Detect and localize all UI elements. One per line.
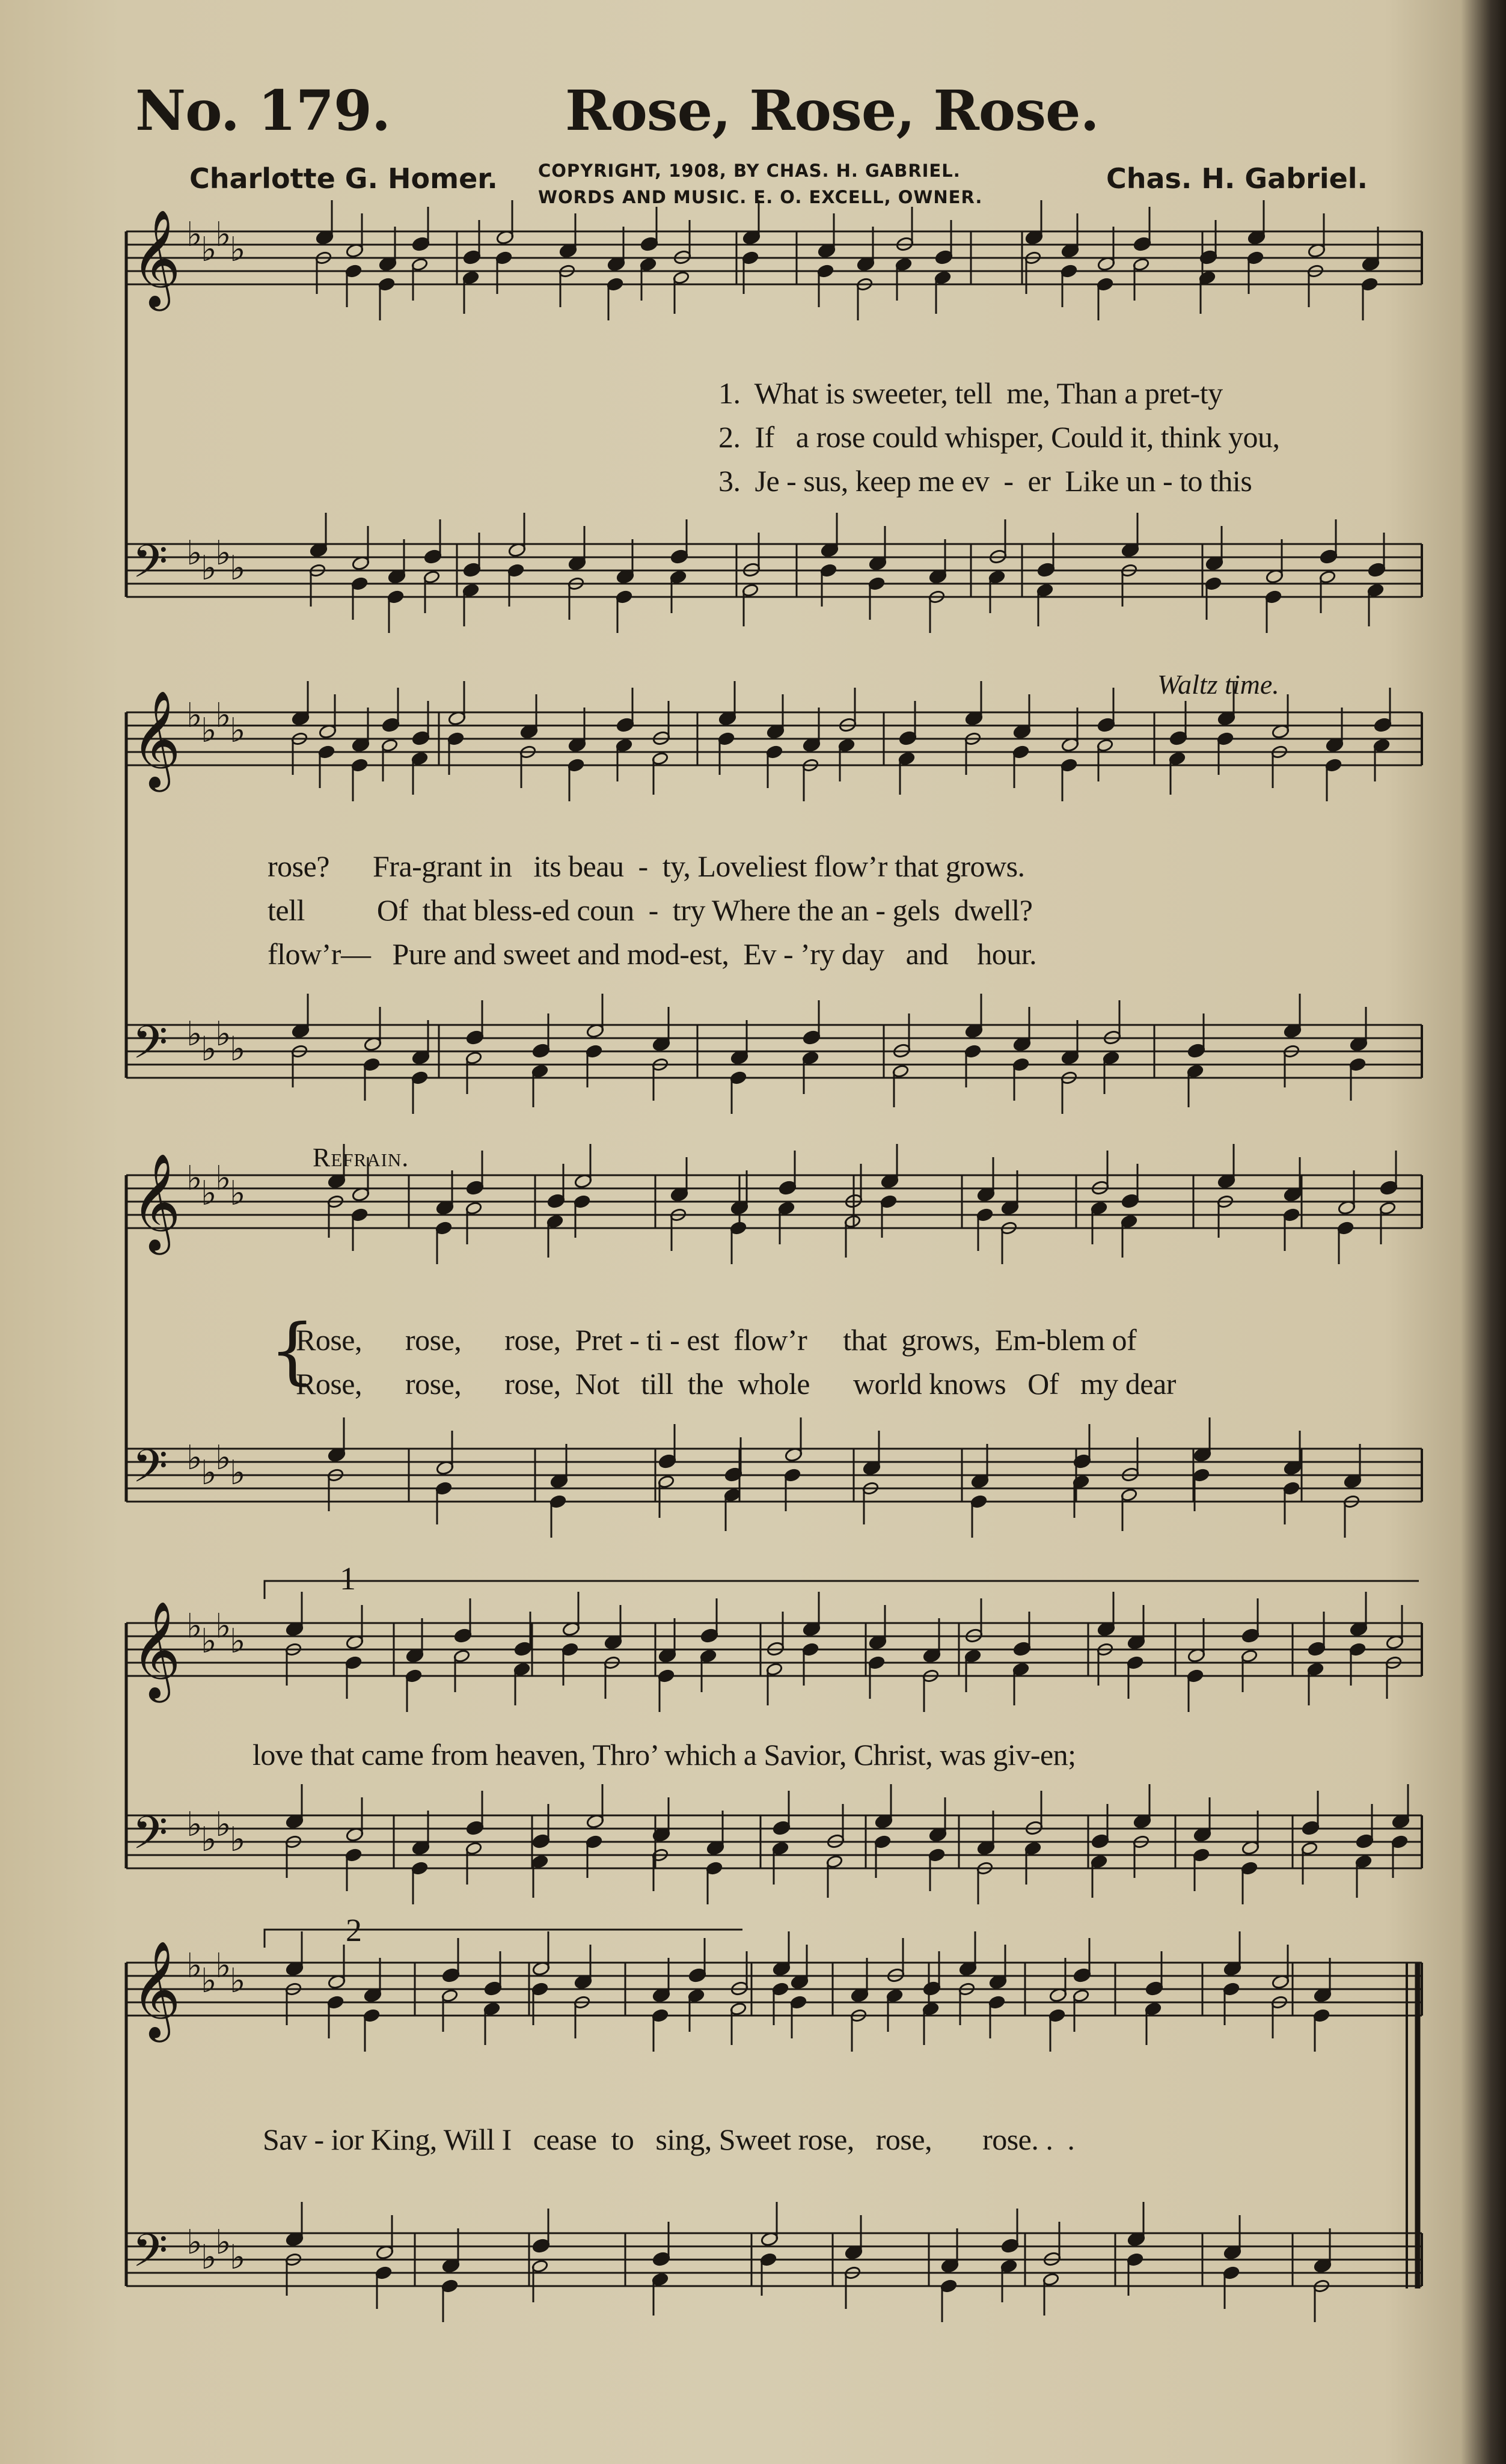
treble-clef: 𝄞: [131, 690, 181, 788]
first-ending-bracket: [265, 1581, 1419, 1599]
flat-sign: ♭: [201, 711, 217, 750]
flat-sign: ♭: [201, 1961, 217, 2001]
refrain-marking: Refrain.: [313, 1143, 409, 1172]
second-ending-number: 2: [346, 1912, 362, 1948]
flat-sign: ♭: [186, 1946, 203, 1986]
flat-sign: ♭: [186, 1607, 203, 1646]
flat-sign: ♭: [201, 549, 217, 588]
flat-sign: ♭: [201, 1820, 217, 1859]
flat-sign: ♭: [230, 1961, 246, 2001]
flat-sign: ♭: [215, 1438, 231, 1478]
treble-clef: 𝄞: [131, 209, 181, 307]
verse-3-line-1: 3. Je - sus, keep me ev - er Like un - to this: [718, 464, 1252, 498]
flat-sign: ♭: [230, 711, 246, 750]
verse-2-line-1: 2. If a rose could whisper, Could it, think you,: [718, 420, 1280, 454]
flat-sign: ♭: [201, 1454, 217, 1493]
verse-1-line-1: 1. What is sweeter, tell me, Than a pret-ty: [718, 376, 1223, 410]
refrain-verse-b-line-1: Rose, rose, rose, Not till the whole world knows Of my dear: [296, 1367, 1176, 1401]
lyric-brace: {: [269, 1309, 316, 1393]
flat-sign: ♭: [215, 534, 231, 573]
refrain-line-2: love that came from heaven, Thro’ which a Savior, Christ, was giv-en;: [253, 1738, 1076, 1772]
copyright-line-1: COPYRIGHT, 1908, BY CHAS. H. GABRIEL.: [538, 160, 961, 181]
refrain-line-3: Sav - ior King, Will I cease to sing, Sweet rose, rose, rose. . .: [263, 2123, 1075, 2156]
flat-sign: ♭: [230, 1174, 246, 1213]
composer-credit: Chas. H. Gabriel.: [1106, 162, 1368, 195]
verse-1-line-2: rose? Fra-grant in its beau - ty, Loveliest flow’r that grows.: [268, 849, 1025, 883]
flat-sign: ♭: [186, 1438, 203, 1478]
verse-3-line-2: flow’r— Pure and sweet and mod-est, Ev - ’ry day and hour.: [268, 937, 1037, 971]
flat-sign: ♭: [215, 1159, 231, 1198]
flat-sign: ♭: [186, 1805, 203, 1844]
flat-sign: ♭: [201, 2238, 217, 2277]
flat-sign: ♭: [186, 1159, 203, 1198]
flat-sign: ♭: [215, 1607, 231, 1646]
flat-sign: ♭: [230, 1622, 246, 1661]
flat-sign: ♭: [186, 534, 203, 573]
flat-sign: ♭: [186, 2223, 203, 2262]
flat-sign: ♭: [215, 696, 231, 735]
lyricist-credit: Charlotte G. Homer.: [189, 162, 498, 195]
hymn-number: No. 179.: [135, 78, 390, 143]
flat-sign: ♭: [215, 1015, 231, 1054]
flat-sign: ♭: [201, 1622, 217, 1661]
bass-clef: 𝄢: [132, 2224, 168, 2288]
flat-sign: ♭: [186, 696, 203, 735]
flat-sign: ♭: [201, 1174, 217, 1213]
flat-sign: ♭: [215, 2223, 231, 2262]
flat-sign: ♭: [215, 1946, 231, 1986]
flat-sign: ♭: [201, 1030, 217, 1069]
flat-sign: ♭: [230, 1454, 246, 1493]
bass-clef: 𝄢: [132, 1440, 168, 1504]
tempo-marking: Waltz time.: [1157, 669, 1279, 700]
refrain-verse-a-line-1: Rose, rose, rose, Pret - ti - est flow’r that grows, Em-blem of: [296, 1323, 1137, 1357]
treble-clef: 𝄞: [131, 1601, 181, 1699]
bass-clef: 𝄢: [132, 1016, 168, 1080]
bass-clef: 𝄢: [132, 1806, 168, 1871]
flat-sign: ♭: [230, 230, 246, 269]
treble-clef: 𝄞: [131, 1940, 181, 2038]
flat-sign: ♭: [201, 230, 217, 269]
first-ending-number: 1: [340, 1561, 356, 1597]
flat-sign: ♭: [215, 1805, 231, 1844]
verse-2-line-2: tell Of that bless-ed coun - try Where the an - gels dwell?: [268, 893, 1033, 927]
flat-sign: ♭: [215, 215, 231, 254]
flat-sign: ♭: [230, 1030, 246, 1069]
flat-sign: ♭: [230, 2238, 246, 2277]
flat-sign: ♭: [186, 215, 203, 254]
bass-clef: 𝄢: [132, 535, 168, 599]
second-ending-bracket: [265, 1930, 742, 1948]
treble-clef: 𝄞: [131, 1153, 181, 1251]
flat-sign: ♭: [186, 1015, 203, 1054]
copyright-line-2: WORDS AND MUSIC. E. O. EXCELL, OWNER.: [538, 187, 983, 207]
flat-sign: ♭: [230, 1820, 246, 1859]
hymn-title: Rose, Rose, Rose.: [565, 78, 1099, 143]
flat-sign: ♭: [230, 549, 246, 588]
